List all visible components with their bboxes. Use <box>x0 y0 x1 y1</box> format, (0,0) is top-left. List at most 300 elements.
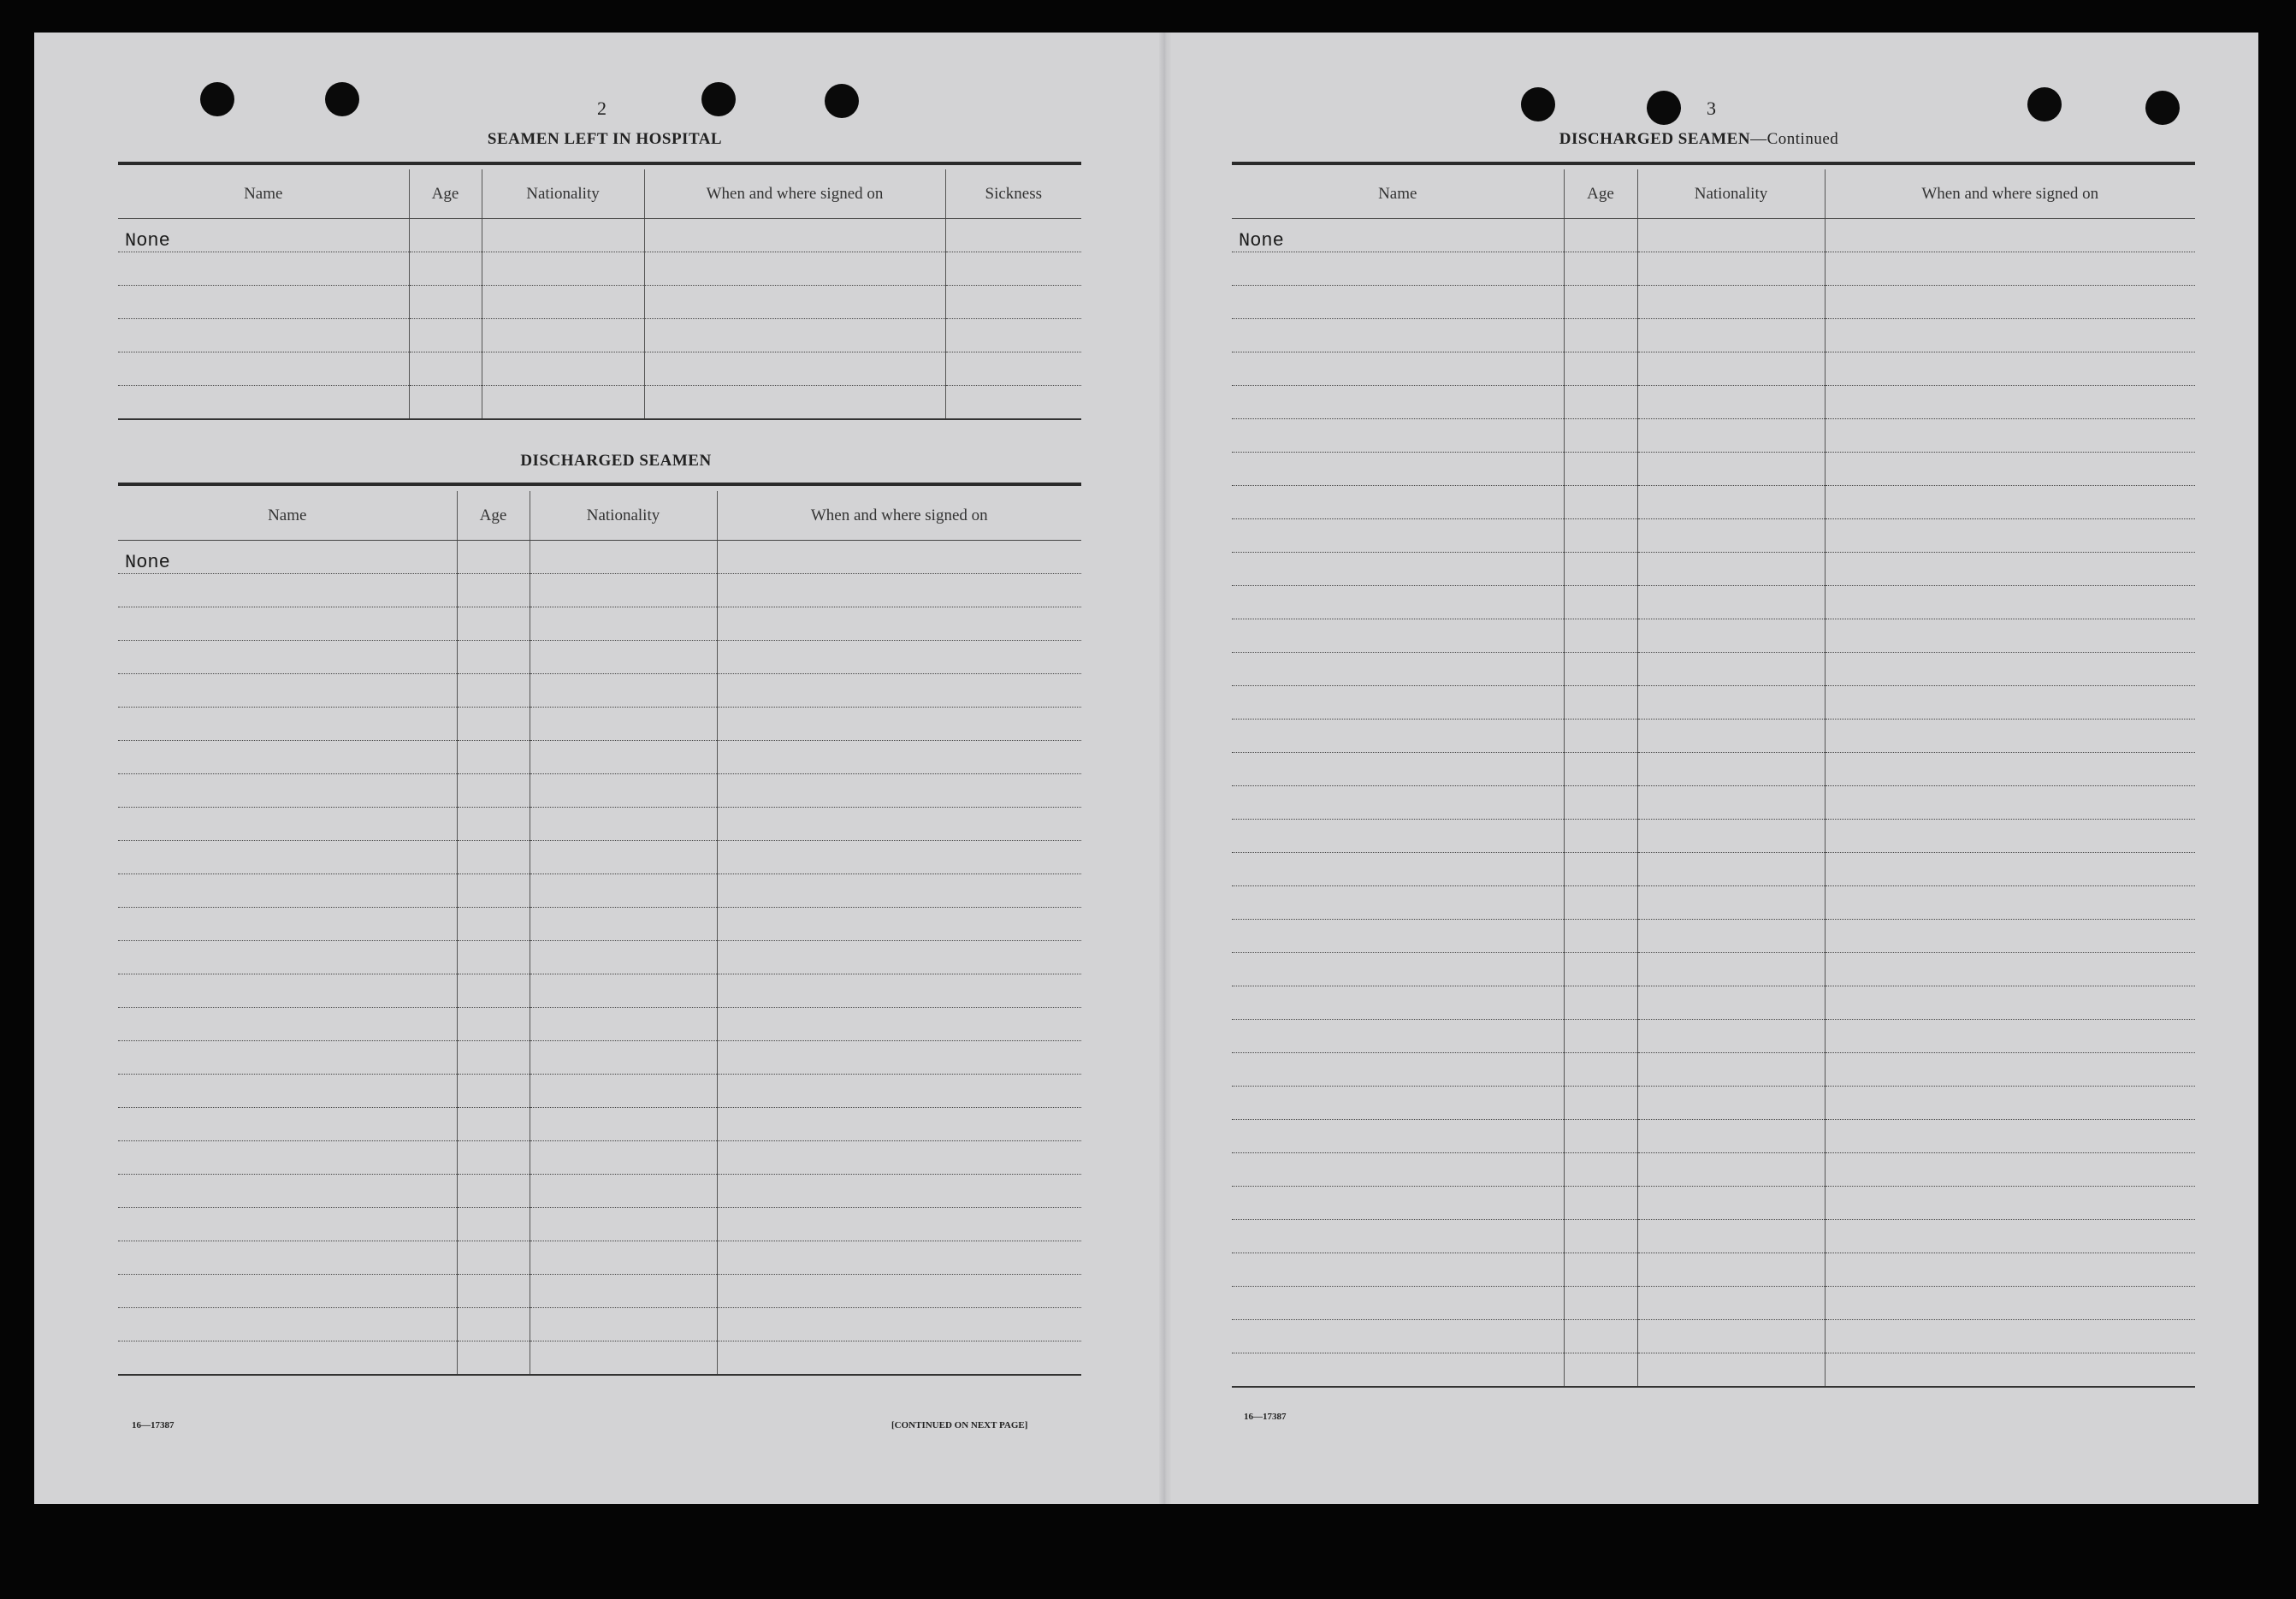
table-cell <box>717 1308 1081 1341</box>
table-cell <box>717 908 1081 941</box>
table-cell <box>457 541 530 574</box>
table-cell <box>1564 219 1637 252</box>
column-header: Nationality <box>482 169 644 219</box>
table-cell <box>644 319 945 352</box>
table-cell <box>945 252 1081 286</box>
table-row <box>118 874 1081 908</box>
table-cell <box>644 252 945 286</box>
table-cell <box>1564 1153 1637 1187</box>
table-cell <box>717 641 1081 674</box>
table-cell <box>118 252 409 286</box>
column-header: Name <box>118 491 457 541</box>
table-cell <box>118 741 457 774</box>
table-cell <box>118 874 457 908</box>
table-cell <box>118 286 409 319</box>
table-cell <box>457 1075 530 1108</box>
table-cell <box>530 574 717 607</box>
table-header-row <box>1232 169 2195 219</box>
table-cell <box>1637 319 1825 352</box>
table-cell <box>530 541 717 574</box>
table-row <box>1232 352 2195 386</box>
punch-hole <box>325 82 359 116</box>
table-cell <box>1232 519 1564 553</box>
table-cell <box>1564 1353 1637 1387</box>
table-cell <box>1825 686 2195 720</box>
table-cell <box>945 386 1081 419</box>
table-cell <box>1232 986 1564 1020</box>
column-header: When and where signed on <box>1825 169 2195 219</box>
table-row <box>1232 1320 2195 1353</box>
table-row <box>1232 1087 2195 1120</box>
table-cell <box>717 941 1081 974</box>
table-cell <box>457 1308 530 1341</box>
table-cell <box>717 808 1081 841</box>
table-cell <box>1564 820 1637 853</box>
table-row <box>1232 1220 2195 1253</box>
table-row <box>1232 586 2195 619</box>
discharged-continued-table <box>1232 169 2195 1388</box>
table-cell <box>717 841 1081 874</box>
table-cell <box>1232 486 1564 519</box>
punch-hole <box>200 82 234 116</box>
table-row <box>1232 553 2195 586</box>
table-cell <box>482 386 644 419</box>
table-row <box>1232 886 2195 920</box>
title-main: DISCHARGED SEAMEN <box>1559 130 1751 148</box>
table-cell <box>1564 1253 1637 1287</box>
table-cell <box>1232 1187 1564 1220</box>
punch-hole <box>1521 87 1555 121</box>
table-cell <box>1637 1053 1825 1087</box>
table-cell <box>1637 853 1825 886</box>
table-row <box>1232 1287 2195 1320</box>
table-cell <box>482 319 644 352</box>
table-cell <box>409 386 482 419</box>
table-cell <box>1564 653 1637 686</box>
table-cell <box>530 874 717 908</box>
table-row <box>1232 419 2195 453</box>
table-cell <box>118 1208 457 1241</box>
table-row <box>118 808 1081 841</box>
table-cell <box>118 1308 457 1341</box>
table-row <box>1232 1253 2195 1287</box>
table-cell <box>1637 720 1825 753</box>
table-cell <box>1232 1353 1564 1387</box>
table-cell <box>530 741 717 774</box>
table-cell <box>1232 1220 1564 1253</box>
table-cell <box>118 774 457 808</box>
table-row <box>118 908 1081 941</box>
table-cell <box>1637 1020 1825 1053</box>
table-cell <box>1825 619 2195 653</box>
table-cell <box>409 219 482 252</box>
table-row <box>118 252 1081 286</box>
table-cell <box>1637 1353 1825 1387</box>
table-cell <box>1825 1020 2195 1053</box>
table-row <box>118 219 1081 252</box>
title-suffix: —Continued <box>1750 130 1839 148</box>
table-cell <box>1232 653 1564 686</box>
table-cell <box>530 808 717 841</box>
table-row <box>1232 1020 2195 1053</box>
table-cell <box>717 607 1081 641</box>
table-cell <box>1564 553 1637 586</box>
table-cell <box>1232 1253 1564 1287</box>
title-rule <box>1232 162 2195 165</box>
table-cell <box>457 1041 530 1075</box>
table-cell <box>1825 786 2195 820</box>
table-cell <box>1564 453 1637 486</box>
table-cell <box>1825 1253 2195 1287</box>
table-cell <box>717 574 1081 607</box>
table-row <box>1232 820 2195 853</box>
table-cell <box>530 1075 717 1108</box>
form-number: 16—17387 <box>132 1420 175 1430</box>
table-cell <box>530 607 717 641</box>
table-cell <box>457 908 530 941</box>
table-row <box>1232 653 2195 686</box>
column-header: Sickness <box>945 169 1081 219</box>
table-cell <box>1564 1020 1637 1053</box>
table-cell <box>1232 619 1564 653</box>
table-cell <box>1232 853 1564 886</box>
table-cell <box>717 1108 1081 1141</box>
table-cell <box>1637 686 1825 720</box>
table-cell <box>1637 1087 1825 1120</box>
table-row <box>118 1108 1081 1141</box>
table-cell <box>118 319 409 352</box>
table-cell <box>118 1175 457 1208</box>
table-cell <box>1637 252 1825 286</box>
column-header: Name <box>1232 169 1564 219</box>
table-cell <box>1825 853 2195 886</box>
table-cell <box>1825 1120 2195 1153</box>
table-cell <box>530 1141 717 1175</box>
table-cell <box>1232 386 1564 419</box>
table-cell <box>1825 953 2195 986</box>
table-cell <box>118 908 457 941</box>
table-cell <box>1637 586 1825 619</box>
table-row <box>118 1208 1081 1241</box>
table-cell <box>1564 386 1637 419</box>
table-cell <box>457 808 530 841</box>
table-row <box>1232 920 2195 953</box>
table-cell <box>1232 1153 1564 1187</box>
punch-hole <box>2027 87 2062 121</box>
page-fold <box>1159 33 1171 1504</box>
table-cell <box>1637 1287 1825 1320</box>
table-cell <box>1232 820 1564 853</box>
table-row <box>1232 953 2195 986</box>
discharged-section-title: DISCHARGED SEAMEN <box>520 452 712 470</box>
table-cell <box>530 641 717 674</box>
table-cell <box>530 1175 717 1208</box>
table-cell: None <box>118 219 409 252</box>
continued-note: [CONTINUED ON NEXT PAGE] <box>891 1420 1028 1430</box>
page-number: 3 <box>1707 98 1716 119</box>
table-cell <box>1232 252 1564 286</box>
table-cell <box>1825 352 2195 386</box>
table-row <box>118 941 1081 974</box>
table-cell <box>118 941 457 974</box>
table-cell <box>945 219 1081 252</box>
table-row <box>118 1241 1081 1275</box>
punch-hole <box>2145 91 2180 125</box>
table-cell <box>1637 920 1825 953</box>
table-cell <box>1232 953 1564 986</box>
table-cell <box>457 708 530 741</box>
table-cell <box>1637 986 1825 1020</box>
column-header: When and where signed on <box>717 491 1081 541</box>
table-row <box>118 641 1081 674</box>
table-cell <box>1564 486 1637 519</box>
table-cell <box>1637 352 1825 386</box>
table-cell <box>644 219 945 252</box>
table-cell <box>717 1241 1081 1275</box>
column-header: Nationality <box>530 491 717 541</box>
table-cell <box>118 1075 457 1108</box>
table-cell <box>1825 1187 2195 1220</box>
table-cell <box>1637 1253 1825 1287</box>
table-cell <box>1564 286 1637 319</box>
hospital-section-title: SEAMEN LEFT IN HOSPITAL <box>487 130 723 148</box>
table-cell <box>530 974 717 1008</box>
table-cell <box>1232 1020 1564 1053</box>
table-row <box>118 319 1081 352</box>
table-row <box>118 1041 1081 1075</box>
table-row <box>118 741 1081 774</box>
punch-hole <box>701 82 736 116</box>
table-cell <box>457 1341 530 1375</box>
table-row <box>1232 286 2195 319</box>
table-cell <box>644 386 945 419</box>
table-row <box>118 974 1081 1008</box>
table-header-row <box>118 491 1081 541</box>
table-cell <box>1637 1153 1825 1187</box>
table-row <box>118 1008 1081 1041</box>
table-cell <box>1637 886 1825 920</box>
table-row <box>118 574 1081 607</box>
table-cell <box>717 541 1081 574</box>
table-cell <box>530 1108 717 1141</box>
table-row <box>1232 686 2195 720</box>
table-cell <box>1232 886 1564 920</box>
table-cell <box>457 1208 530 1241</box>
table-cell <box>1637 1320 1825 1353</box>
table-cell <box>1232 1287 1564 1320</box>
table-cell <box>530 1308 717 1341</box>
table-cell <box>530 1008 717 1041</box>
table-cell <box>717 774 1081 808</box>
document-sheet <box>34 33 2258 1504</box>
table-cell <box>118 641 457 674</box>
table-row <box>1232 1120 2195 1153</box>
table-cell <box>1637 286 1825 319</box>
table-cell <box>717 1041 1081 1075</box>
table-cell <box>1825 986 2195 1020</box>
table-cell <box>118 1008 457 1041</box>
table-cell <box>118 607 457 641</box>
table-cell <box>717 1141 1081 1175</box>
table-cell <box>118 1141 457 1175</box>
table-cell <box>1564 1320 1637 1353</box>
table-cell <box>530 1275 717 1308</box>
column-header: Nationality <box>1637 169 1825 219</box>
table-cell <box>457 1241 530 1275</box>
table-cell <box>1232 1120 1564 1153</box>
table-cell <box>1825 519 2195 553</box>
hospital-table <box>118 169 1081 420</box>
table-cell <box>457 741 530 774</box>
table-cell <box>1825 1220 2195 1253</box>
table-cell <box>1564 586 1637 619</box>
table-row <box>118 1275 1081 1308</box>
table-cell <box>409 286 482 319</box>
table-cell <box>1564 319 1637 352</box>
table-cell <box>717 874 1081 908</box>
table-cell <box>1637 953 1825 986</box>
column-header: Age <box>1564 169 1637 219</box>
table-cell <box>1825 486 2195 519</box>
table-cell <box>409 252 482 286</box>
table-cell <box>118 808 457 841</box>
table-cell <box>717 708 1081 741</box>
table-cell <box>1825 586 2195 619</box>
table-cell <box>1637 1220 1825 1253</box>
table-cell <box>118 386 409 419</box>
table-cell <box>1232 786 1564 820</box>
page-number: 2 <box>597 98 607 119</box>
table-cell <box>1564 1120 1637 1153</box>
table-row <box>1232 1053 2195 1087</box>
table-row <box>118 1341 1081 1375</box>
table-cell <box>457 1275 530 1308</box>
table-cell <box>1637 519 1825 553</box>
table-cell <box>530 774 717 808</box>
table-cell <box>1825 219 2195 252</box>
table-cell <box>1564 252 1637 286</box>
table-row <box>118 674 1081 708</box>
table-cell <box>1564 519 1637 553</box>
table-cell <box>457 607 530 641</box>
table-cell <box>1825 753 2195 786</box>
table-row <box>1232 619 2195 653</box>
table-cell <box>1564 953 1637 986</box>
table-cell <box>717 1008 1081 1041</box>
table-cell <box>1825 820 2195 853</box>
table-cell <box>1825 1053 2195 1087</box>
column-header: Name <box>118 169 409 219</box>
table-cell <box>1564 986 1637 1020</box>
table-cell <box>1564 853 1637 886</box>
table-cell <box>1637 219 1825 252</box>
table-cell <box>1232 686 1564 720</box>
table-cell <box>118 674 457 708</box>
form-number: 16—17387 <box>1244 1412 1287 1422</box>
table-cell <box>1637 486 1825 519</box>
table-cell <box>1232 1320 1564 1353</box>
table-cell <box>1825 553 2195 586</box>
table-cell <box>717 1341 1081 1375</box>
table-cell <box>1637 386 1825 419</box>
table-row <box>1232 853 2195 886</box>
table-cell <box>530 674 717 708</box>
table-cell <box>945 319 1081 352</box>
table-cell <box>482 352 644 386</box>
table-cell <box>530 1208 717 1241</box>
table-row <box>1232 753 2195 786</box>
table-cell <box>1232 1053 1564 1087</box>
table-cell <box>1825 386 2195 419</box>
table-cell <box>1825 419 2195 453</box>
table-cell <box>1637 786 1825 820</box>
table-cell <box>1232 553 1564 586</box>
title-rule <box>118 483 1081 486</box>
table-cell <box>717 974 1081 1008</box>
table-cell <box>457 574 530 607</box>
table-cell <box>457 1141 530 1175</box>
table-cell <box>1825 720 2195 753</box>
table-cell <box>1232 1087 1564 1120</box>
table-cell <box>457 1008 530 1041</box>
table-row <box>1232 386 2195 419</box>
table-cell <box>1564 886 1637 920</box>
table-cell <box>1564 1187 1637 1220</box>
table-cell <box>530 941 717 974</box>
table-cell <box>644 286 945 319</box>
punch-hole <box>1647 91 1681 125</box>
table-cell <box>1825 1087 2195 1120</box>
table-cell <box>945 286 1081 319</box>
table-header-row <box>118 169 1081 219</box>
table-cell <box>1232 453 1564 486</box>
table-cell <box>1637 553 1825 586</box>
table-cell <box>1232 920 1564 953</box>
table-cell <box>1232 286 1564 319</box>
table-row <box>1232 486 2195 519</box>
table-row <box>1232 453 2195 486</box>
table-cell <box>1825 252 2195 286</box>
table-cell <box>717 1075 1081 1108</box>
table-row <box>118 286 1081 319</box>
table-cell: None <box>1232 219 1564 252</box>
table-cell <box>1825 1153 2195 1187</box>
table-row <box>1232 720 2195 753</box>
table-cell <box>1564 619 1637 653</box>
table-row <box>118 1175 1081 1208</box>
table-cell <box>1232 319 1564 352</box>
table-cell <box>1825 319 2195 352</box>
table-cell <box>482 286 644 319</box>
table-cell <box>118 352 409 386</box>
table-row <box>1232 252 2195 286</box>
title-rule <box>118 162 1081 165</box>
table-cell <box>118 708 457 741</box>
table-cell <box>118 1108 457 1141</box>
table-cell <box>717 674 1081 708</box>
table-row <box>1232 1153 2195 1187</box>
column-header: When and where signed on <box>644 169 945 219</box>
table-cell <box>457 974 530 1008</box>
table-row <box>118 1075 1081 1108</box>
table-cell <box>1637 419 1825 453</box>
table-cell <box>1564 1220 1637 1253</box>
table-cell <box>717 741 1081 774</box>
table-row <box>118 541 1081 574</box>
table-cell <box>1564 1087 1637 1120</box>
table-cell <box>1564 352 1637 386</box>
table-cell <box>530 1041 717 1075</box>
